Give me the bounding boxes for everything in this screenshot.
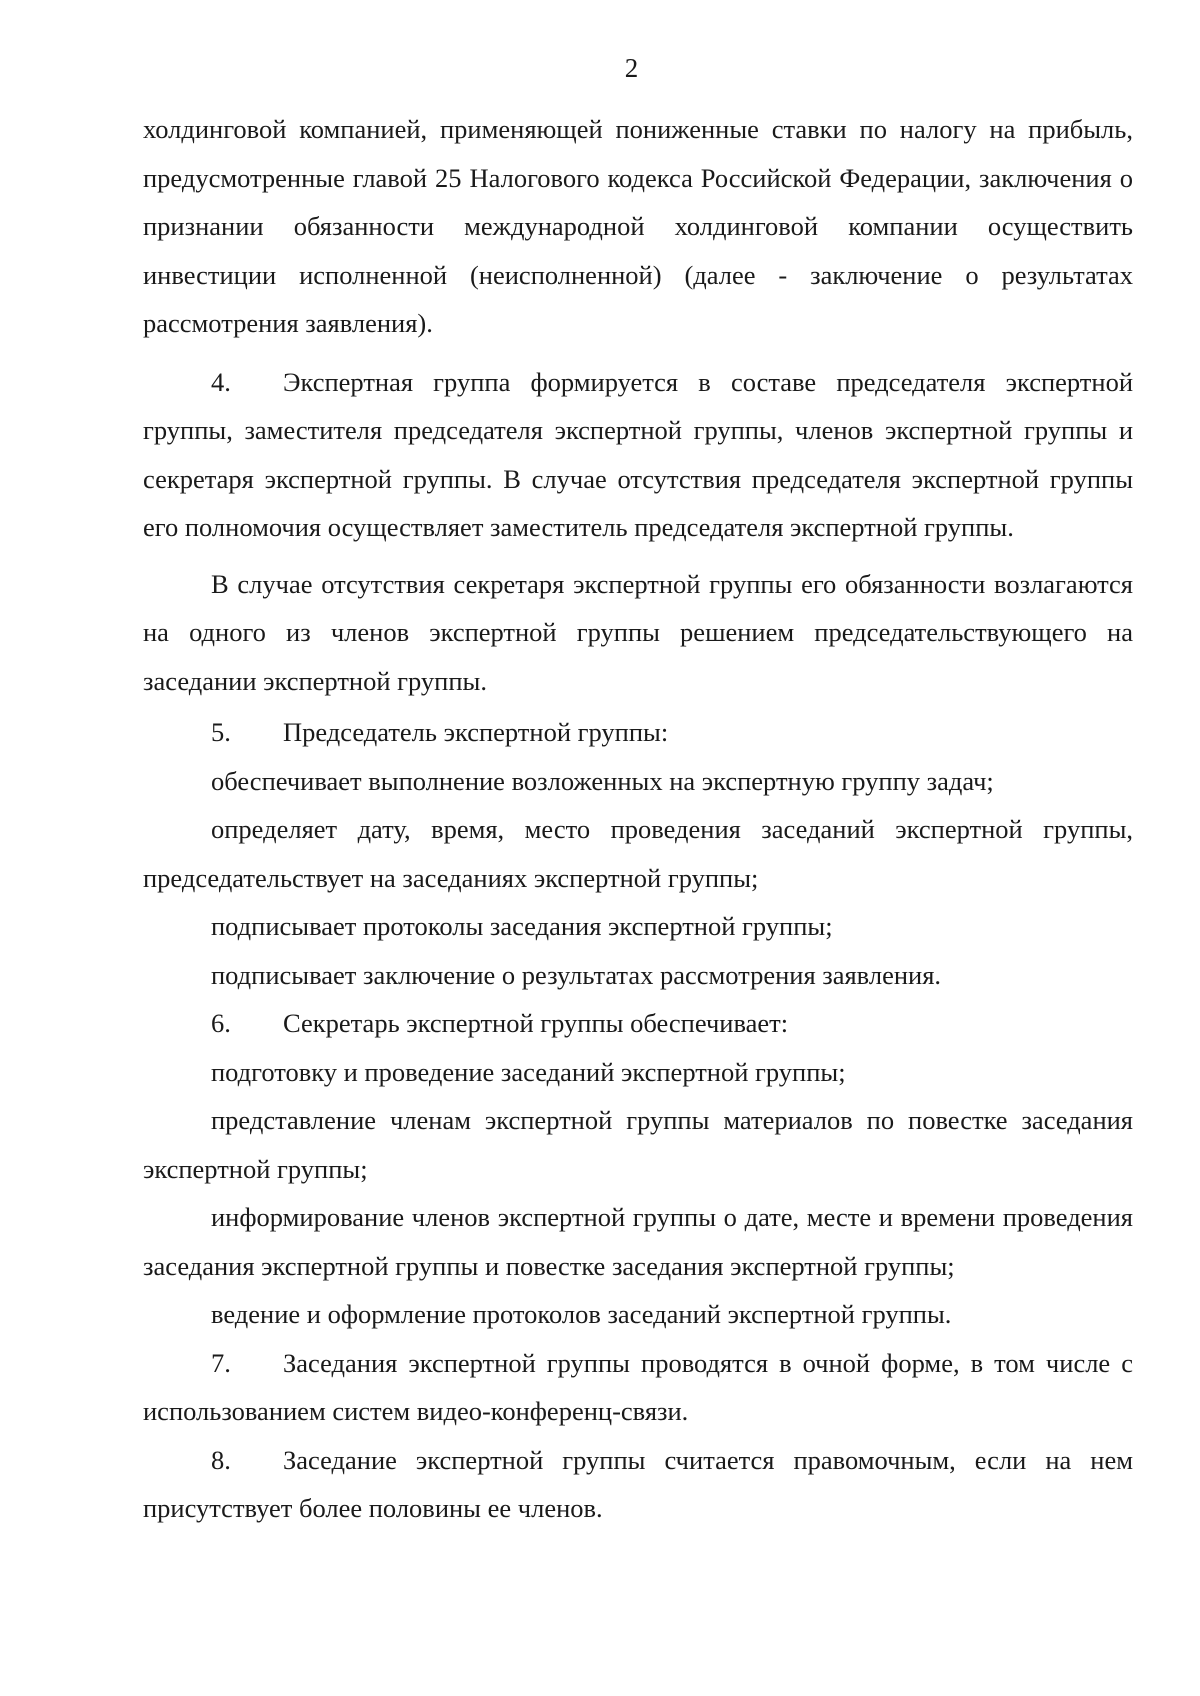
paragraph-text: Заседания экспертной группы проводятся в очной форме, в том числе с использованием систем видео-конференц-связи. — [143, 1347, 1133, 1426]
paragraph-4 — [143, 358, 1133, 552]
list-item — [143, 1193, 1133, 1290]
paragraph-text: ведение и оформление протоколов заседаний экспертной группы. — [211, 1299, 952, 1329]
list-item — [143, 805, 1133, 902]
paragraph-5 — [143, 708, 1133, 757]
paragraph-text: Секретарь экспертной группы обеспечивает: — [283, 1008, 789, 1038]
paragraph-7 — [143, 1339, 1133, 1436]
paragraph-6 — [143, 999, 1133, 1048]
paragraph-text: В случае отсутствия секретаря экспертной группы его обязанности возлагаются на одного из членов экспертной группы решением председательствующего на заседании экспертной группы. — [143, 568, 1133, 696]
paragraph-text: Экспертная группа формируется в составе председателя экспертной группы, заместителя председателя экспертной группы, членов экспертной группы и секретаря экспертной группы. В случае отсутствия председателя экспертной группы его полномочия осуществляет заместитель председателя экспертной группы. — [143, 366, 1133, 542]
list-item — [143, 1290, 1133, 1339]
paragraph-text: определяет дату, время, место проведения заседаний экспертной группы, председательствует на заседаниях экспертной группы; — [143, 814, 1133, 893]
list-item — [143, 1096, 1133, 1193]
list-item — [143, 902, 1133, 951]
paragraph-text: подготовку и проведение заседаний экспертной группы; — [211, 1056, 846, 1087]
page-number: 2 — [624, 53, 639, 83]
paragraph-text: обеспечивает выполнение возложенных на экспертную группу задач; — [211, 765, 994, 796]
list-item — [143, 951, 1133, 1000]
paragraph-number: 5. — [211, 717, 231, 747]
paragraph-number: 8. — [211, 1444, 231, 1475]
paragraph-text: информирование членов экспертной группы о дате, месте и времени проведения заседания экспертной группы и повестке заседания экспертной группы; — [143, 1202, 1133, 1281]
paragraph-number: 6. — [211, 1008, 231, 1038]
paragraph-text: холдинговой компанией, применяющей пониженные ставки по налогу на прибыль, предусмотренные главой 25 Налогового кодекса Российской Федерации, заключения о признании обязанности международной холдинговой компании осуществить инвестиции исполненной (неисполненной) (далее - заключение о результатах рассмотрения заявления). — [143, 114, 1133, 338]
paragraph-continuation — [143, 105, 1133, 348]
paragraph-8 — [143, 1436, 1133, 1533]
list-item — [143, 1048, 1133, 1097]
document-body — [143, 105, 1133, 1533]
paragraph-number: 4. — [211, 366, 231, 397]
paragraph-text: подписывает протоколы заседания экспертной группы; — [211, 911, 833, 941]
list-item — [143, 757, 1133, 806]
paragraph-text: Заседание экспертной группы считается правомочным, если на нем присутствует более половины ее членов. — [143, 1444, 1133, 1523]
paragraph-number: 7. — [211, 1347, 231, 1378]
paragraph-text: подписывает заключение о результатах рассмотрения заявления. — [211, 959, 942, 990]
paragraph-secretary-absence — [143, 560, 1133, 706]
paragraph-text: представление членам экспертной группы материалов по повестке заседания экспертной группы; — [143, 1105, 1133, 1184]
paragraph-text: Председатель экспертной группы: — [283, 717, 669, 747]
